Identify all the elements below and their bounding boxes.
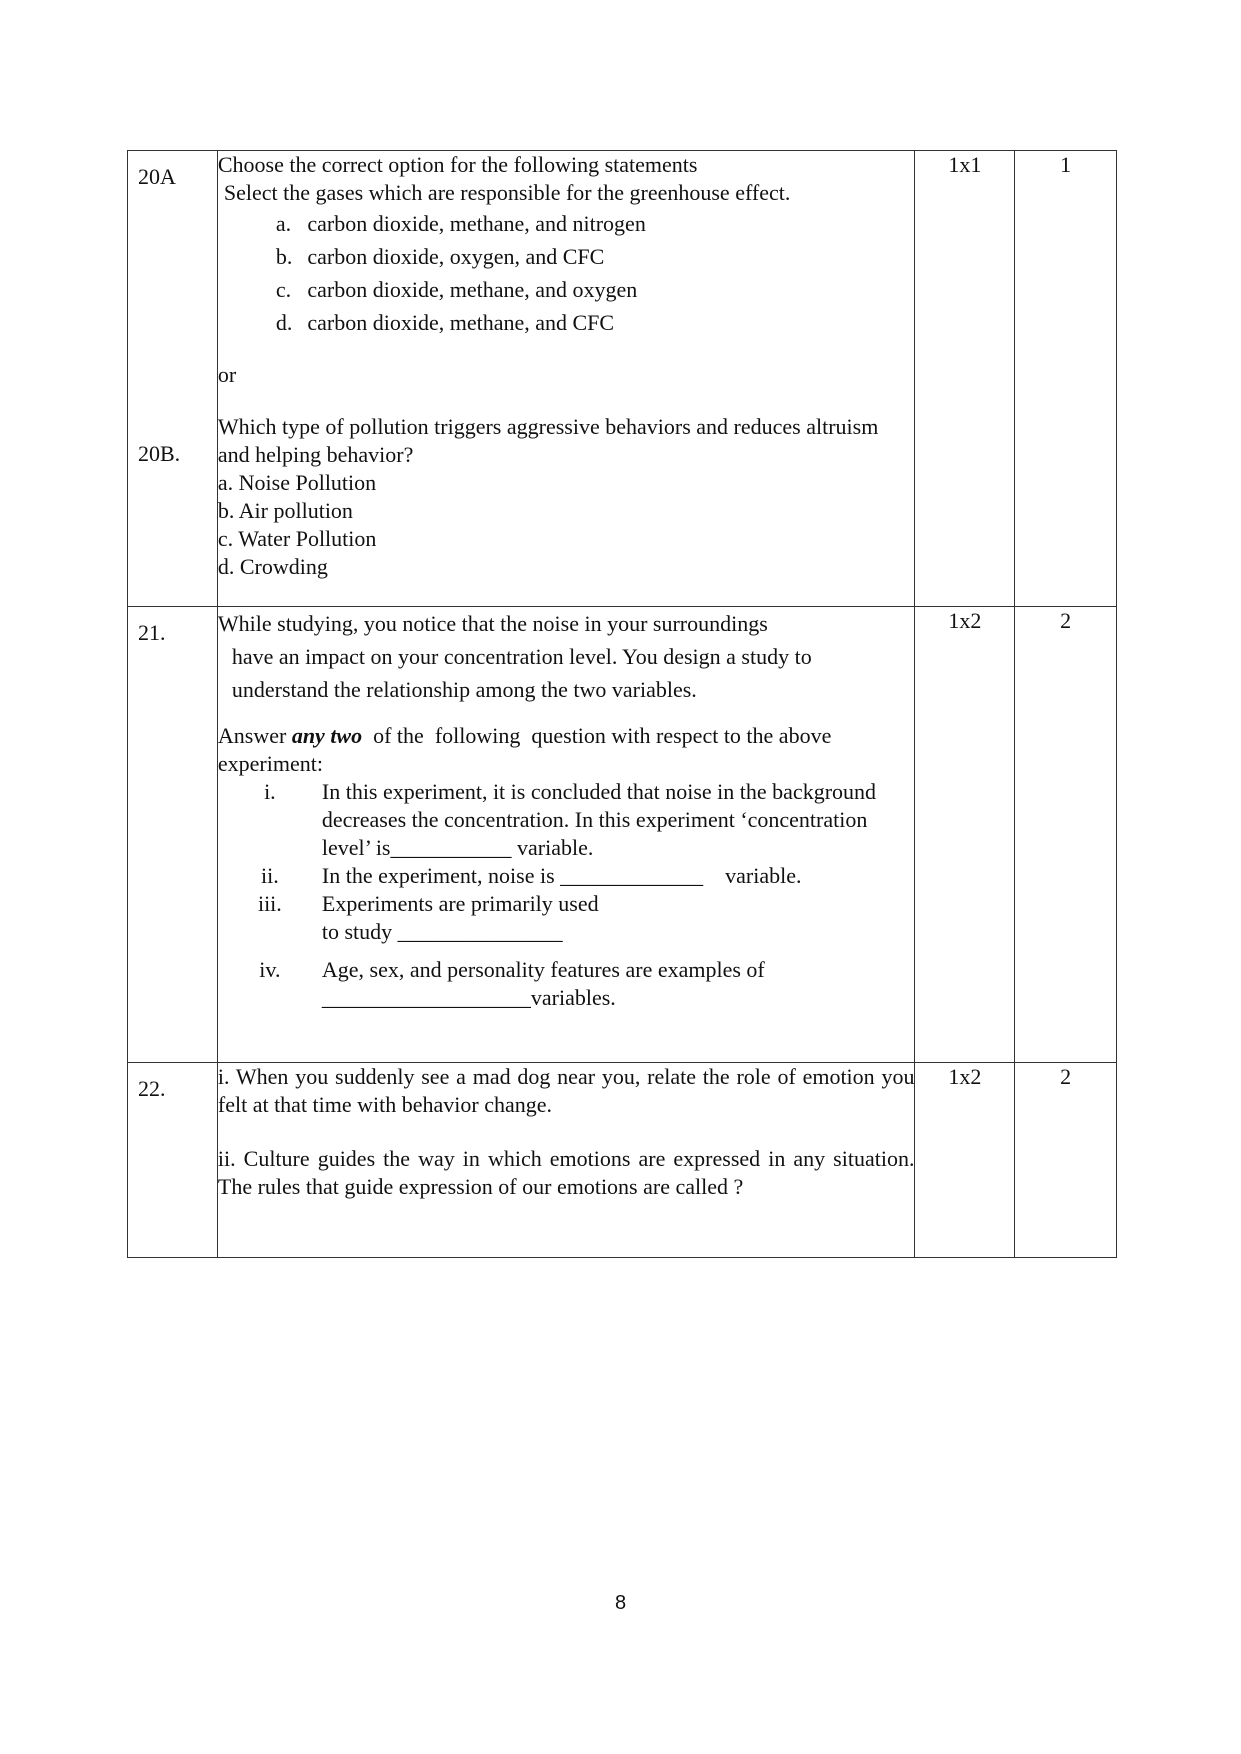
- marks-cell: 1x2: [915, 607, 1015, 1063]
- total-marks-cell: 2: [1015, 607, 1117, 1063]
- question-number-20a: 20A: [138, 164, 176, 189]
- question-text-cell: [217, 607, 915, 1063]
- scenario-text: [218, 607, 915, 706]
- option-d: d. carbon dioxide, methane, and CFC: [275, 310, 615, 335]
- question-stem: Select the gases which are responsible for the greenhouse effect.: [223, 180, 791, 205]
- option-a: a. carbon dioxide, methane, and nitrogen: [275, 211, 646, 236]
- question-22-part-1: i. When you suddenly see a mad dog near you, relate the role of emotion you felt at that time with behavior change.: [217, 1064, 915, 1117]
- option-c: c. carbon dioxide, methane, and oxygen: [275, 277, 638, 302]
- sub-question-ii: ii. In the experiment, noise is _____________ variable.: [261, 863, 802, 888]
- option-b-d: d. Crowding: [217, 554, 328, 579]
- question-number-21: 21.: [138, 620, 166, 645]
- question-row-21: [128, 607, 1117, 1063]
- or-separator: or: [217, 362, 237, 387]
- question-row-20: [128, 151, 1117, 607]
- question-intro: Choose the correct option for the following statements: [217, 152, 698, 177]
- answer-instruction: Answer any two of the following question with respect to the above experiment:: [217, 723, 837, 776]
- sub-question-iv: iv. Age, sex, and personality features are examples of ___________________variables.: [259, 957, 765, 1010]
- page-number: 8: [614, 1592, 627, 1614]
- total-marks-cell: 2: [1015, 1063, 1117, 1258]
- question-number-22: 22.: [138, 1076, 166, 1101]
- question-number-cell: [128, 1063, 218, 1258]
- question-row-22: [128, 1063, 1117, 1258]
- question-text-cell: [217, 1063, 915, 1258]
- question-number-cell: [128, 151, 218, 607]
- scenario-line-3: understand the relationship among the two variables.: [231, 677, 697, 702]
- option-b-c: c. Water Pollution: [217, 526, 377, 551]
- sub-question-i: i. In this experiment, it is concluded that noise in the background decreases the concentration. In this experiment ‘concentration level’ is___________ variable.: [264, 779, 877, 860]
- marks-cell: 1x2: [915, 1063, 1015, 1258]
- option-b-a: a. Noise Pollution: [217, 470, 377, 495]
- question-20b-stem: Which type of pollution triggers aggressive behaviors and reduces altruism and helping behavior?: [217, 414, 879, 467]
- total-marks-cell: 1: [1015, 151, 1117, 607]
- marks-cell: 1x1: [915, 151, 1015, 607]
- option-b: b. carbon dioxide, oxygen, and CFC: [275, 244, 605, 269]
- question-22-part-2: ii. Culture guides the way in which emotions are expressed in any situation. The rules that guide expression of our emotions are called ?: [217, 1146, 915, 1199]
- question-number-cell: [128, 607, 218, 1063]
- scenario-line-2: have an impact on your concentration level. You design a study to: [231, 644, 812, 669]
- question-text-cell: [217, 151, 915, 607]
- option-b-b: b. Air pollution: [217, 498, 353, 523]
- question-number-20b: 20B.: [138, 441, 181, 466]
- question-table: [127, 150, 1117, 1258]
- scenario-line-1: While studying, you notice that the noise in your surroundings: [217, 611, 768, 636]
- sub-question-iii: iii. Experiments are primarily used to study _______________: [257, 891, 599, 944]
